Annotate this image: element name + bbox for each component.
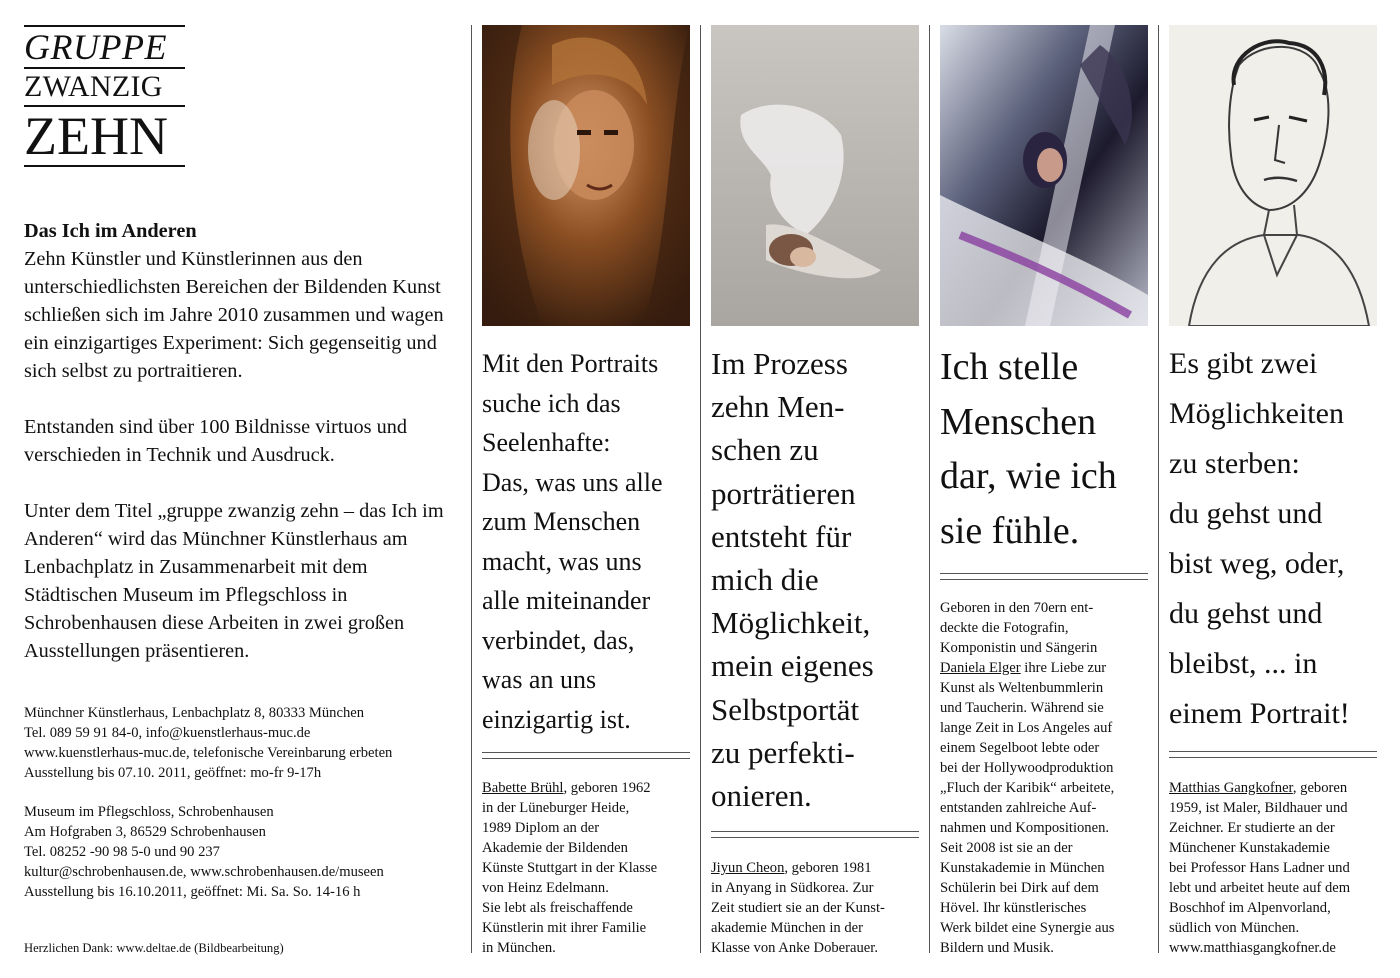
quote-line: sie fühle. [940,509,1080,552]
quote-line: einzigartig ist. [482,704,631,734]
venue-1-line: Tel. 089 59 91 84-0, info@kuenstlerhaus-muc.de [24,725,311,741]
venue-2-line: Museum im Pflegschloss, Schrobenhausen [24,804,274,820]
column-divider [929,25,930,953]
intro-paragraph-1: Zehn Künstler und Künstlerinnen aus den unterschiedlichsten Bereichen der Bildenden Kunst schließen sich im Jahre 2010 zusammen und wagen ein einzigartiges Experiment: Sich gegenseitig und sich selbst zu portraitieren. [24,248,444,382]
quote-line: Im Prozess [711,346,848,381]
portrait-painting-bruehl [482,25,690,326]
portrait-photo-elger [940,25,1148,326]
bio-line [940,658,1150,678]
bio-line: einem Segelboot lebte oder [940,740,1100,756]
bio-line: akademie München in der [711,920,863,936]
bio-line: 1989 Diplom an der [482,820,600,836]
column-divider [700,25,701,953]
double-rule [482,752,690,759]
quote-line: mein eigenes [711,648,874,684]
quote-line: Seelenhafte: [482,428,611,457]
artist-name: Matthias Gangkofner [1169,780,1293,796]
bio-line: deckte die Fotografin, [940,620,1069,636]
intro-heading: Das Ich im Anderen [24,220,197,242]
bio-line: Boschhof im Alpenvorland, [1169,900,1331,916]
bio-line: in München. [482,940,556,956]
bio-line: bei Professor Hans Ladner und [1169,860,1350,876]
venue-pflegschloss [24,802,464,902]
quote-line: mich die [711,562,819,598]
quote-line: dar, wie ich [940,455,1117,497]
quote-line: verbindet, das, [482,625,635,655]
bio-line: lebt und arbeitet heute auf dem [1169,880,1351,896]
quote-line: zu sterben: [1169,447,1300,480]
bio-line: entstanden zahlreiche Auf- [940,800,1097,816]
double-rule [711,831,919,838]
bio-line [482,778,692,798]
column-divider [471,25,472,953]
quote-line: suche ich das [482,388,621,418]
venue-2-line: Tel. 08252 -90 98 5-0 und 90 237 [24,844,220,860]
double-rule [940,573,1148,580]
portrait-painting-cheon [711,25,919,326]
quote-line: einem Portrait! [1169,697,1350,730]
quote-bruehl [482,344,663,739]
quote-line: onieren. [711,778,812,814]
bio-line: „Fluch der Karibik“ arbeitete, [940,780,1115,796]
quote-line: was an uns [482,665,597,694]
bio-line: Zeichner. Er studierte an der [1169,820,1335,836]
bio-line: von Heinz Edelmann. [482,880,609,896]
quote-line: Es gibt zwei [1169,347,1318,380]
bio-line: Münchener Kunstakademie [1169,840,1330,856]
quote-line: schen zu [711,432,819,468]
bio-line: Sie lebt als freischaffende [482,900,633,916]
bio-line: Hövel. Ihr künstlerisches [940,900,1087,916]
bio-line: in Anyang in Südkorea. Zur [711,880,874,896]
bio-line: Komponistin und Sängerin [940,640,1098,656]
bio-line: Kunst als Weltenbummlerin [940,680,1104,696]
bio-line: Akademie der Bildenden [482,840,628,856]
quote-elger [940,340,1117,558]
bio-gangkofner [1169,778,1379,958]
website-link[interactable]: www.matthiasgangkofner.de [1169,940,1336,956]
logo [24,25,185,167]
quote-line: bist weg, oder, [1169,547,1345,580]
bio-line: in der Lüneburger Heide, [482,800,630,816]
quote-line: bleibst, ... in [1169,647,1318,680]
quote-line: Menschen [940,400,1097,443]
portrait-drawing-gangkofner [1169,25,1377,326]
bio-line: südlich von München. [1169,920,1300,936]
quote-line: Ich stelle [940,346,1079,388]
venue-2-line: kultur@schrobenhausen.de, www.schrobenhausen.de/museen [24,864,384,880]
quote-line: Selbstportät [711,691,860,727]
bio-text: ihre Liebe zur [1020,660,1107,676]
bio-line: 1959, ist Maler, Bildhauer und [1169,800,1348,816]
venue-kuenstlerhaus [24,703,464,783]
intro-text [24,217,466,693]
logo-line-gruppe: GRUPPE [24,27,167,67]
bio-line: Seit 2008 ist sie an der [940,840,1073,856]
venue-1-line: www.kuenstlerhaus-muc.de, telefonische Vereinbarung erbeten [24,745,393,761]
bio-text: , geboren 1962 [563,780,651,796]
logo-line-zwanzig: ZWANZIG [24,70,163,103]
quote-line: Mit den Portraits [482,349,659,378]
credits-text: Herzlichen Dank: www.deltae.de (Bildbearbeitung) [24,941,284,955]
bio-line: Kunstakademie in München [940,860,1105,876]
quote-gangkofner [1169,339,1350,739]
bio-elger [940,598,1150,958]
bio-line: Geboren in den 70ern ent- [940,600,1094,616]
quote-line: du gehst und [1169,597,1323,630]
quote-line: porträtieren [711,475,856,511]
intro-paragraph-2: Entstanden sind über 100 Bildnisse virtuos und verschieden in Technik und Ausdruck. [24,416,408,466]
bio-bruehl [482,778,692,958]
quote-line: macht, was uns [482,546,642,576]
artist-name: Jiyun Cheon [711,860,785,876]
bio-line: Künstlerin mit ihrer Familie [482,920,647,936]
venue-1-line: Münchner Künstlerhaus, Lenbachplatz 8, 80333 München [24,705,365,721]
quote-line: zehn Men- [711,389,845,425]
quote-line: zu perfekti- [711,734,855,770]
quote-line: entsteht für [711,518,852,554]
artist-name: Babette Brühl [482,780,564,796]
bio-text: , geboren [1292,780,1348,796]
bio-line: Bildern und Musik. [940,940,1054,956]
double-rule [1169,751,1377,758]
quote-line: alle miteinander [482,586,651,615]
logo-line-zehn: ZEHN [24,106,168,166]
column-divider [1158,25,1159,953]
venue-1-line: Ausstellung bis 07.10. 2011, geöffnet: mo-fr 9-17h [24,765,322,781]
bio-line [711,858,921,878]
bio-line: Zeit studiert sie an der Kunst- [711,900,885,916]
bio-line: bei der Hollywoodproduktion [940,760,1114,776]
bio-line: Werk bildet eine Synergie aus [940,920,1115,936]
bio-text: , geboren 1981 [784,860,872,876]
bio-line: nahmen und Kompositionen. [940,820,1110,836]
quote-cheon [711,342,874,817]
venue-2-line: Am Hofgraben 3, 86529 Schrobenhausen [24,824,266,840]
quote-line: Möglichkeiten [1169,397,1344,430]
bio-line: und Taucherin. Während sie [940,700,1104,716]
intro-paragraph-3: Unter dem Titel „gruppe zwanzig zehn – das Ich im Anderen“ wird das Münchner Künstlerhaus am Lenbachplatz in Zusammenarbeit mit dem Städtischen Museum im Pflegschloss in Schrobenhausen diese Arbeiten in zwei großen Ausstellungen präsentieren. [24,500,444,662]
quote-line: Möglichkeit, [711,605,871,641]
bio-line [1169,778,1379,798]
quote-line: zum Menschen [482,507,641,536]
bio-line: lange Zeit in Los Angeles auf [940,720,1113,736]
bio-line: Klasse von Anke Doberauer. [711,940,878,956]
bio-cheon [711,858,921,958]
quote-line: du gehst und [1169,497,1323,530]
venue-2-line: Ausstellung bis 16.10.2011, geöffnet: Mi. Sa. So. 14-16 h [24,884,361,900]
quote-line: Das, was uns alle [482,467,663,497]
bio-line: Schülerin bei Dirk auf dem [940,880,1099,896]
artist-name: Daniela Elger [940,660,1021,676]
bio-line: Künste Stuttgart in der Klasse [482,860,658,876]
